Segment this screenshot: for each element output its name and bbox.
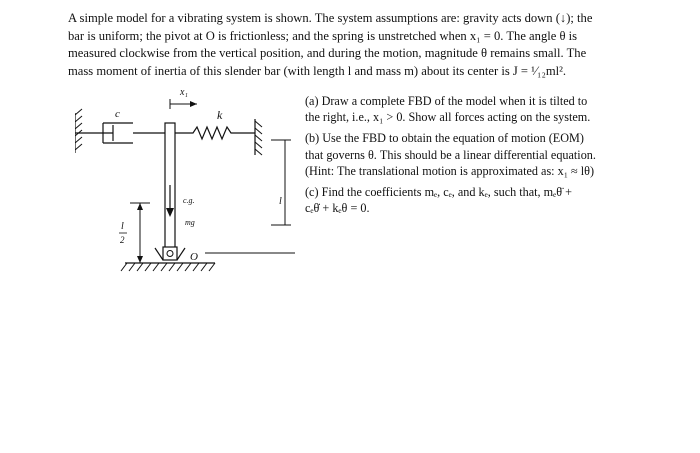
part-c-line-2: cₑθ̇ + kₑθ = 0. xyxy=(305,201,370,216)
intro-line-2: bar is uniform; the pivot at O is frictionless; and the spring is unstretched when x₁ = 0. The angle θ is xyxy=(68,28,578,43)
spring-label: k xyxy=(217,108,223,122)
part-b-line-2: that governs θ. This should be a linear differential equation. xyxy=(305,147,596,162)
problem-statement xyxy=(68,10,633,80)
system-diagram-svg xyxy=(75,85,305,305)
damper-label: c xyxy=(115,108,120,120)
full-length-dimension xyxy=(271,140,291,225)
full-length-label: l xyxy=(279,196,282,207)
half-length-numerator: l xyxy=(121,221,124,232)
part-a-line-1: (a) Draw a complete FBD of the model when it is tilted to xyxy=(305,94,588,108)
half-length-dimension xyxy=(130,203,150,263)
pivot xyxy=(155,247,185,260)
intro-line-4: mass moment of inertia of this slender bar (with length l and mass m) about its center is J = ¹⁄₁₂ml². xyxy=(68,63,567,78)
half-length-denominator: 2 xyxy=(120,235,125,245)
mg-label: mg xyxy=(185,218,195,227)
system-diagram xyxy=(75,85,305,305)
part-c-line-1: (c) Find the coefficients mₑ, cₑ, and kₑ, such that, mₑθ̈ + xyxy=(305,185,572,200)
ground xyxy=(121,263,215,271)
x1-label: x₁ xyxy=(180,87,188,98)
part-b-line-1: (b) Use the FBD to obtain the equation of motion (EOM) xyxy=(305,131,584,146)
part-b xyxy=(305,130,633,179)
part-a-line-2: the right, i.e., x₁ > 0. Show all forces acting on the system. xyxy=(305,110,591,125)
intro-line-1: A simple model for a vibrating system is shown. The system assumptions are: gravity acts down (↓); the xyxy=(68,11,593,25)
part-b-line-3: (Hint: The translational motion is approximated as: x₁ ≈ lθ) xyxy=(305,163,595,178)
left-wall xyxy=(75,109,82,153)
right-wall xyxy=(255,119,262,155)
x1-arrow xyxy=(170,99,197,109)
question-parts xyxy=(305,93,633,221)
spring xyxy=(170,127,255,139)
part-a xyxy=(305,93,633,125)
damper xyxy=(75,123,170,143)
intro-line-3: measured clockwise from the vertical position, and during the motion, magnitude θ remains small. The xyxy=(68,46,587,60)
pivot-label: O xyxy=(190,251,198,263)
part-c xyxy=(305,184,633,216)
cg-label: c.g. xyxy=(183,196,195,205)
